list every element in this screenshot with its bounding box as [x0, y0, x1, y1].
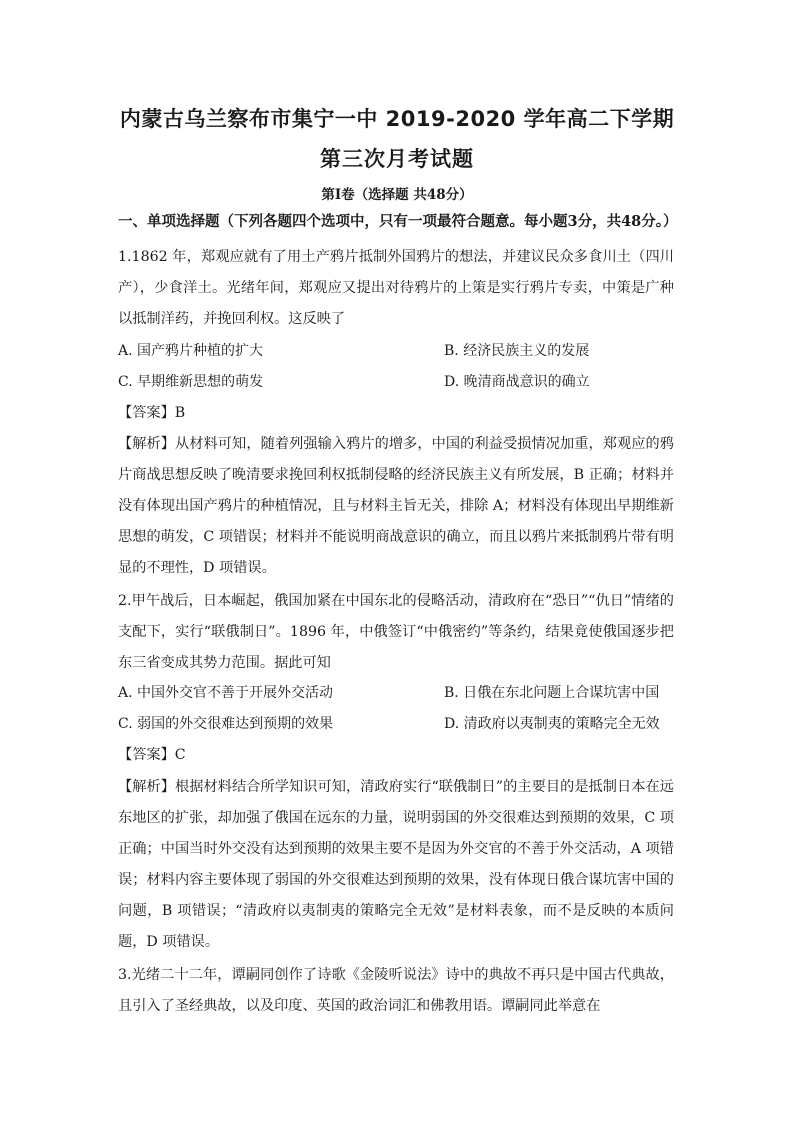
question-1-option-b: B. 经济民族主义的发展: [444, 343, 590, 359]
question-3-stem: 3.光绪二十二年，谭嗣同创作了诗歌《金陵听说法》诗中的典故不再只是中国古代典故，且引入了圣经典故，以及印度、英国的政治词汇和佛教用语。谭嗣同此举意在: [118, 967, 674, 1014]
answer-label: 【答案】: [118, 405, 175, 421]
question-2-analysis: [118, 772, 674, 958]
question-2-option-d: D. 清政府以夷制夷的策略完全无效: [444, 716, 660, 732]
question-1-option-c: C. 早期维新思想的萌发: [118, 374, 264, 390]
question-2-stem: 2.甲午战后，日本崛起，俄国加紧在中国东北的侵略活动，清政府在“恐日”“仇日”情绪的支配下，实行“联俄制日”。1896 年，中俄签订“中俄密约”等条约，结果竟使俄国逐步把东三省变成其势力范围。据此可知: [118, 593, 674, 671]
option-row: [118, 709, 678, 740]
question-1-option-d: D. 晚清商战意识的确立: [444, 374, 590, 390]
analysis-text: 根据材料结合所学知识可知，清政府实行“联俄制日”的主要目的是抵制日本在远东地区的扩张，却加强了俄国在远东的力量，说明弱国的外交很难达到预期的效果，C 项正确；中国当时外交没有达到预期的效果主要不是因为外交官的不善于外交活动，A 项错误；材料内容主要体现了弱国的外交很难达到预期的效果，没有体现日俄合谋坑害中国的问题，B 项错误；“清政府以夷制夷的策略完全无效”是材料表象，而不是反映的本质问题，D 项错误。: [118, 779, 674, 950]
document-subtitle: 第Ⅰ卷（选择题 共48分）: [321, 187, 473, 203]
question-1-stem: 1.1862 年，郑观应就有了用土产鸦片抵制外国鸦片的想法，并建议民众多食川土（四川产），少食洋土。光绪年间，郑观应又提出对待鸦片的上策是实行鸦片专卖，中策是广种以抵制洋药，并挽回利权。这反映了: [118, 249, 674, 327]
question-1-options: [118, 336, 678, 398]
question-1-answer: [118, 398, 185, 429]
question-1-analysis: [118, 429, 674, 584]
analysis-text: 从材料可知，随着列强输入鸦片的增多，中国的利益受损情况加重，郑观应的鸦片商战思想反映了晚清要求挽回利权抵制侵略的经济民族主义有所发展，B 正确；材料并没有体现出国产鸦片的种植情况，且与材料主旨无关，排除 A；材料没有体现出早期维新思想的萌发，C 项错误；材料并不能说明商战意识的确立，而且以鸦片来抵制鸦片带有明显的不理性，D 项错误。: [118, 436, 674, 576]
option-row: [118, 336, 678, 367]
question-2-options: [118, 678, 678, 740]
document-title-line1: 内蒙古乌兰察布市集宁一中 2019-2020 学年高二下学期: [119, 107, 675, 131]
question-2-option-b: B. 日俄在东北问题上合谋坑害中国: [444, 685, 660, 701]
answer-label: 【答案】: [118, 747, 175, 763]
option-row: [118, 678, 678, 709]
analysis-label: 【解析】: [118, 436, 176, 452]
analysis-label: 【解析】: [118, 779, 175, 795]
section-heading: 一、单项选择题（下列各题四个选项中，只有一项最符合题意。每小题3分，共48分。）: [118, 213, 678, 230]
question-2-answer: [118, 740, 186, 771]
option-row: [118, 367, 678, 398]
answer-value: B: [174, 405, 186, 421]
question-2-option-c: C. 弱国的外交很难达到预期的效果: [118, 716, 334, 732]
question-2-option-a: A. 中国外交官不善于开展外交活动: [118, 685, 334, 701]
question-1-option-a: A. 国产鸦片种植的扩大: [118, 343, 264, 359]
document-title-line2: 第三次月考试题: [320, 147, 474, 171]
answer-value: C: [174, 747, 186, 763]
